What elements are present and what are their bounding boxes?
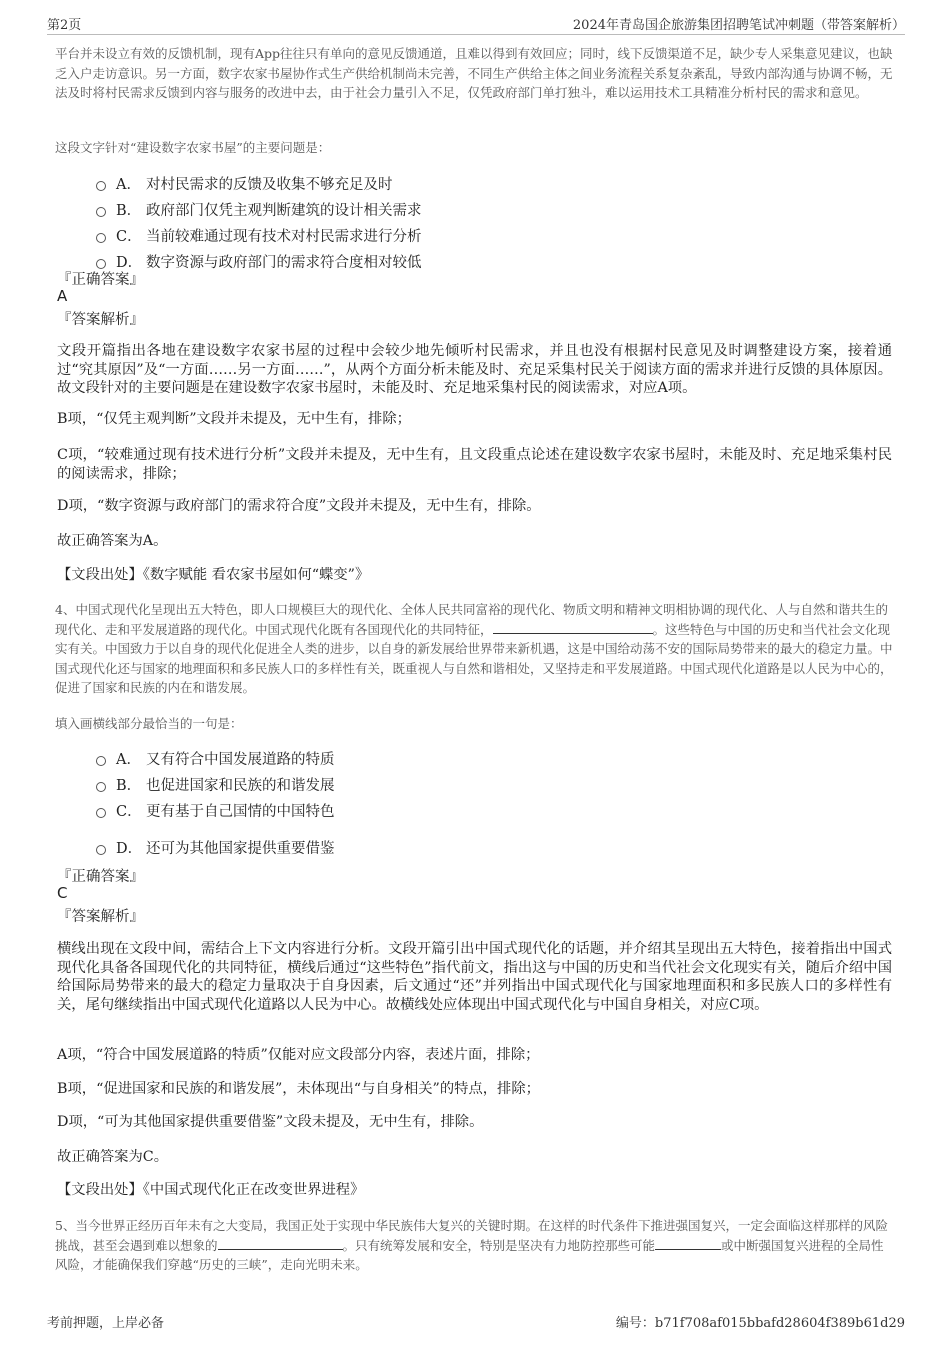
- document-id: 编号：b71f708af015bbafd28604f389b61d29: [615, 1316, 905, 1331]
- radio-icon[interactable]: [96, 808, 106, 818]
- q3-conclusion: 故正确答案为A。: [57, 533, 168, 549]
- q3-analysis-d: D项，“数字资源与政府部门的需求符合度”文段并未提及，无中生有，排除。: [57, 498, 541, 514]
- q4-analysis-a: A项，“符合中国发展道路的特质”仅能对应文段部分内容，表述片面，排除；: [57, 1047, 540, 1063]
- q4-question: 填入画横线部分最恰当的一句是：: [55, 716, 243, 731]
- radio-icon[interactable]: [96, 207, 106, 217]
- q3-option-c[interactable]: C． 当前较难通过现有技术对村民需求进行分析: [96, 225, 422, 246]
- q3-option-a[interactable]: A． 对村民需求的反馈及收集不够充足及时: [96, 173, 393, 194]
- q4-passage: 4、中国式现代化呈现出五大特色，即人口规模巨大的现代化、全体人民共同富裕的现代化、物质文明和精神文明相协调的现代化、人与自然和谐共生的现代化、走和平发展道路的现代化。中国式现代化既有各国现代化的共同特征， 。这些特色与中国的历史和当代社会文化现实有关。中国致力于以自身的现代化促进全人类的进步，以自身的新发展给世界带来新机遇，这是中国给动荡不安的国际局势带来的最大的稳定力量。中国式现代化还与国家的地理面积和多民族人口的多样性有关，既重视人与自然和谐相处，又坚持走和平发展道路。中国式现代化道路是以人民为中心的，促进了国家和民族的内在和谐发展。: [55, 602, 893, 695]
- q3-answer-label: 『正确答案』: [57, 272, 144, 288]
- q5-passage: 5、当今世界正经历百年未有之大变局，我国正处于实现中华民族伟大复兴的关键时期。在这样的时代条件下推进强国复兴，一定会面临这样那样的风险挑战，甚至会遇到难以想象的 。只有统筹发展和安全，特别是坚决有力地防控那些可能 或中断强国复兴进程的全局性风险，才能确保我们穿越“历史的三峡”，走向光明未来。: [55, 1218, 888, 1272]
- q4-analysis-label: 『答案解析』: [57, 909, 144, 925]
- q4-source: 【文段出处】《中国式现代化正在改变世界进程》: [57, 1182, 365, 1198]
- radio-icon[interactable]: [96, 259, 106, 269]
- fill-blank: [655, 1237, 721, 1250]
- q3-analysis-main: 文段开篇指出各地在建设数字农家书屋的过程中会较少地先倾听村民需求，并且也没有根据村民意见及时调整建设方案，接着通过“究其原因”及“一方面……另一方面……”，从两个方面分析未能及时、充足采集村民关于阅读方面的需求并进行反馈的具体原因。故文段针对的主要问题是在建设数字农家书屋时，未能及时、充足地采集村民的阅读需求，对应A项。: [57, 343, 892, 396]
- q3-analysis-label: 『答案解析』: [57, 312, 144, 328]
- q3-analysis-c: C项，“较难通过现有技术进行分析”文段并未提及，无中生有，且文段重点论述在建设数字农家书屋时，未能及时、充足地采集村民的阅读需求，排除；: [57, 447, 892, 482]
- footer-slogan: 考前押题，上岸必备: [47, 1316, 165, 1331]
- document-title: 2024年青岛国企旅游集团招聘笔试冲刺题（带答案解析）: [572, 18, 905, 33]
- q3-question: 这段文字针对“建设数字农家书屋”的主要问题是：: [55, 140, 331, 155]
- q4-analysis-b: B项，“促进国家和民族的和谐发展”，未体现出“与自身相关”的特点，排除；: [57, 1081, 540, 1097]
- q4-answer-label: 『正确答案』: [57, 869, 144, 885]
- q3-source: 【文段出处】《数字赋能 看农家书屋如何“蝶变”》: [57, 567, 370, 583]
- radio-icon[interactable]: [96, 845, 106, 855]
- radio-icon[interactable]: [96, 782, 106, 792]
- page-header: [47, 12, 905, 35]
- q4-analysis-d: D项，“可为其他国家提供重要借鉴”文段未提及，无中生有，排除。: [57, 1114, 484, 1130]
- page-number: 第2页: [47, 18, 82, 33]
- q3-analysis-b: B项，“仅凭主观判断”文段并未提及，无中生有，排除；: [57, 411, 411, 427]
- q4-option-a[interactable]: A． 又有符合中国发展道路的特质: [96, 748, 335, 769]
- q4-option-d[interactable]: D． 还可为其他国家提供重要借鉴: [96, 837, 335, 858]
- q3-option-b[interactable]: B． 政府部门仅凭主观判断建筑的设计相关需求: [96, 199, 422, 220]
- q4-conclusion: 故正确答案为C。: [57, 1149, 169, 1165]
- fill-blank: [493, 621, 653, 634]
- q4-analysis-main: 横线出现在文段中间，需结合上下文内容进行分析。文段开篇引出中国式现代化的话题，并介绍其呈现出五大特色，接着指出中国式现代化具备各国现代化的共同特征，横线后通过“这些特色”指代前文，指出这与中国的历史和当代社会文化现实有关，随后介绍中国给国际局势带来的最大的稳定力量取决于自身因素，后文通过“还”并列指出中国式现代化与国家地理面积和多民族人口的多样性有关，尾句继续指出中国式现代化道路以人民为中心。故横线处应体现出中国式现代化与中国自身相关，对应C项。: [57, 941, 892, 1013]
- q4-option-b[interactable]: B． 也促进国家和民族的和谐发展: [96, 774, 335, 795]
- radio-icon[interactable]: [96, 756, 106, 766]
- q3-passage: 平台并未设立有效的反馈机制，现有App往往只有单向的意见反馈通道，且难以得到有效回应；同时，线下反馈渠道不足，缺少专人采集意见建议，也缺乏入户走访意识。另一方面，数字农家书屋协作式生产供给机制尚未完善，不同生产供给主体之间业务流程关系复杂紊乱，导致内部沟通与协调不畅，无法及时将村民需求反馈到内容与服务的改进中去，由于社会力量引入不足，仅凭政府部门单打独斗，难以运用技术工具精准分析村民的需求和意见。: [55, 46, 893, 100]
- fill-blank: [218, 1237, 343, 1250]
- q3-option-d[interactable]: D． 数字资源与政府部门的需求符合度相对较低: [96, 251, 422, 272]
- q4-answer: C: [57, 884, 68, 902]
- radio-icon[interactable]: [96, 233, 106, 243]
- q4-option-c[interactable]: C． 更有基于自己国情的中国特色: [96, 800, 335, 821]
- q3-answer: A: [57, 287, 68, 305]
- radio-icon[interactable]: [96, 181, 106, 191]
